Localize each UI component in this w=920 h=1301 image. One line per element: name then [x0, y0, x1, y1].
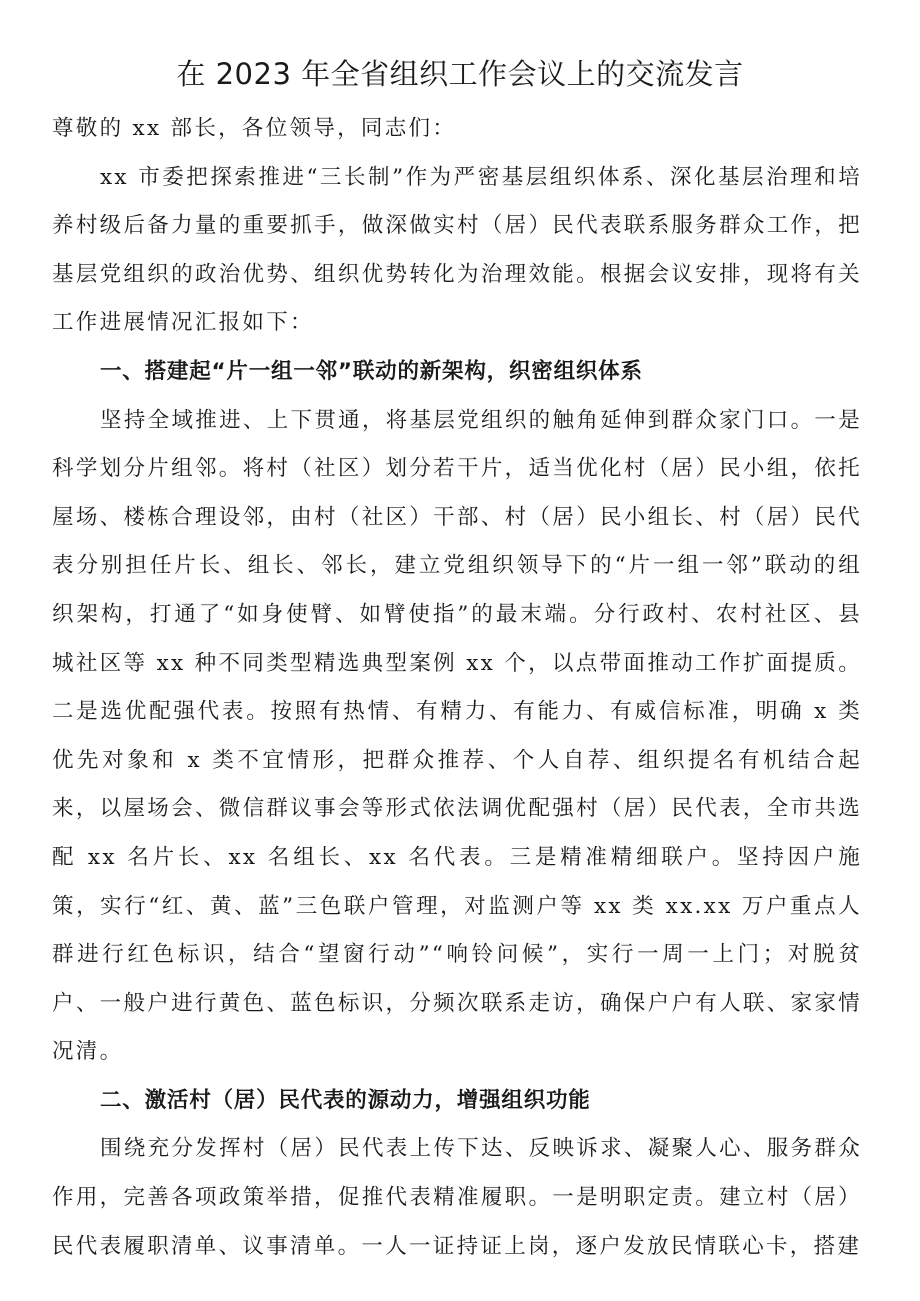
intro-paragraph: xx 市委把探索推进“三长制”作为严密基层组织体系、深化基层治理和培养村级后备力量的重要抓手，做深做实村（居）民代表联系服务群众工作，把基层党组织的政治优势、组织优势转化为治理效能。根据会议安排，现将有关工作进展情况汇报如下：: [52, 164, 862, 336]
salutation: 尊敬的 xx 部长，各位领导，同志们：: [52, 116, 457, 141]
section-1-paragraph: 坚持全域推进、上下贯通，将基层党组织的触角延伸到群众家门口。一是科学划分片组邻。将村（社区）划分若干片，适当优化村（居）民小组，依托屋场、楼栋合理设邻，由村（社区）干部、村（居）民小组长、村（居）民代表分别担任片长、组长、邻长，建立党组织领导下的“片一组一邻”联动的组织架构，打通了“如身使臂、如臂使指”的最末端。分行政村、农村社区、县城社区等 xx 种不同类型精选典型案例 xx 个，以点带面推动工作扩面提质。二是选优配强代表。按照有热情、有精力、有能力、有威信标准，明确 x 类优先对象和 x 类不宜情形，把群众推荐、个人自荐、组织提名有机结合起来，以屋场会、微信群议事会等形式依法调优配强村（居）民代表，全市共选配 xx 名片长、xx 名组长、xx 名代表。三是精准精细联户。坚持因户施策，实行“红、黄、蓝”三色联户管理，对监测户等 xx 类 xx.xx 万户重点人群进行红色标识，结合“望窗行动”“响铃问候”，实行一周一上门；对脱贫户、一般户进行黄色、蓝色标识，分频次联系走访，确保户户有人联、家家情况清。: [52, 407, 862, 1065]
section-2-heading: 二、激活村（居）民代表的源动力，增强组织功能: [100, 1087, 591, 1113]
document-body: [52, 105, 862, 1271]
section-1-heading: 一、搭建起“片一组一邻”联动的新架构，织密组织体系: [100, 358, 643, 384]
document-title: 在 2023 年全省组织工作会议上的交流发言: [176, 57, 744, 91]
section-2-paragraph: 围绕充分发挥村（居）民代表上传下达、反映诉求、凝聚人心、服务群众作用，完善各项政策举措，促推代表精准履职。一是明职定责。建立村（居）民代表履职清单、议事清单。一人一证持证上岗，逐户发放民情联心卡，搭建: [52, 1136, 862, 1259]
